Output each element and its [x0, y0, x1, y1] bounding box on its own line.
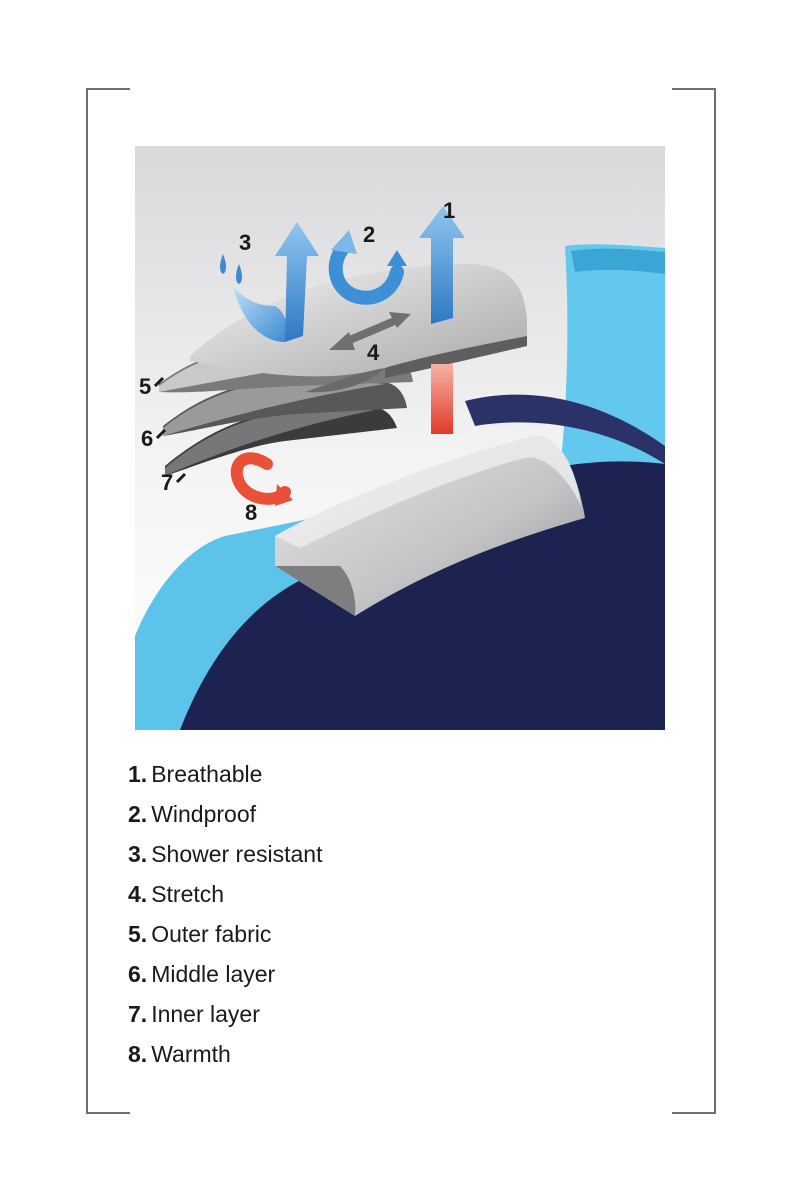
legend-label: Shower resistant — [151, 841, 323, 867]
frame-bracket-right — [672, 88, 716, 1114]
callout-4: 4 — [367, 340, 380, 365]
legend-label: Middle layer — [151, 961, 276, 987]
legend-item-middle-layer — [128, 956, 323, 996]
callout-2: 2 — [363, 222, 376, 247]
legend-label: Inner layer — [151, 1001, 260, 1027]
legend-item-shower-resistant — [128, 836, 323, 876]
heat-bar — [431, 364, 453, 434]
fabric-layers-illustration — [135, 146, 665, 730]
legend-number: 5. — [128, 921, 148, 947]
legend-item-warmth — [128, 1036, 323, 1076]
legend-label: Outer fabric — [151, 921, 272, 947]
legend-number: 7. — [128, 1001, 148, 1027]
legend-number: 1. — [128, 761, 148, 787]
callout-3: 3 — [239, 230, 252, 255]
legend-item-stretch — [128, 876, 323, 916]
legend-number: 3. — [128, 841, 148, 867]
callout-1: 1 — [443, 198, 456, 223]
legend-item-outer-fabric — [128, 916, 323, 956]
legend-number: 6. — [128, 961, 148, 987]
callout-6: 6 — [141, 426, 154, 451]
legend-label: Warmth — [151, 1041, 231, 1067]
legend-label: Windproof — [151, 801, 257, 827]
legend-number: 8. — [128, 1041, 148, 1067]
features-legend — [128, 756, 323, 1076]
legend-item-inner-layer — [128, 996, 323, 1036]
legend-label: Stretch — [151, 881, 225, 907]
frame-bracket-left — [86, 88, 130, 1114]
callout-8: 8 — [245, 500, 258, 525]
legend-item-windproof — [128, 796, 323, 836]
legend-number: 4. — [128, 881, 148, 907]
fabric-layers-diagram — [135, 146, 665, 730]
callout-5: 5 — [139, 374, 152, 399]
callout-7: 7 — [161, 470, 174, 495]
legend-label: Breathable — [151, 761, 263, 787]
legend-number: 2. — [128, 801, 148, 827]
legend-item-breathable — [128, 756, 323, 796]
